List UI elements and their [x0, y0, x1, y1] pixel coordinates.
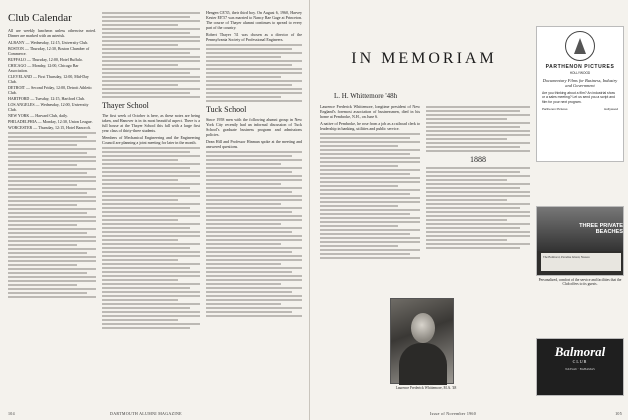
club-calendar-item: LOS ANGELES — Wednesday, 12:00, University Club.: [8, 101, 89, 112]
left-page: [0, 0, 310, 420]
page-number-left: 104: [8, 411, 15, 416]
text-block: [206, 151, 302, 317]
footer-left: DARTMOUTH ALUMNI MAGAZINE: [110, 411, 182, 416]
club-calendar-column: [8, 10, 96, 300]
club-calendar-item: WORCESTER — Thursday, 12:15, Hotel Bancroft.: [8, 124, 91, 130]
right-page: [310, 0, 628, 420]
club-calendar-item: HARTFORD — Tuesday, 12:15, Hartford Club.: [8, 95, 86, 101]
club-calendar-item: CHICAGO — Monday, 12:00, Chicago Bar Association.: [8, 62, 79, 73]
memoriam-title: IN MEMORIAM: [351, 50, 497, 67]
service-ad: [536, 278, 624, 338]
parthenon-text: Are you thinking about a film? An industrial show or a sales meeting? Let us send you a script and film for your next program.: [542, 91, 615, 104]
tuck-column: [206, 10, 302, 319]
club-calendar-item: BUFFALO — Thursday, 12:00, Hotel Buffalo.: [8, 56, 83, 62]
text-block: [102, 12, 200, 98]
club-calendar-title: Club Calendar: [8, 12, 72, 24]
portrait-photo: [390, 298, 454, 384]
tuck-text: Since 1958 men with the following alumni group in New York City recently had an informal discussion of Tuck School's graduate business program and admissions policies.: [206, 117, 302, 138]
beaches-title: THREE PRIVATE BEACHES: [579, 223, 623, 236]
parthenon-contact: [542, 107, 618, 111]
club-calendar-item: PHILADELPHIA — Monday, 12:30, Union League.: [8, 118, 93, 124]
club-intro: All are weekly luncheon unless otherwise noted. Dinner are marked with an asterisk.: [8, 28, 96, 39]
text-block: [8, 132, 96, 298]
balmoral-club: CLUB: [572, 359, 588, 364]
portrait-body: [399, 343, 447, 385]
parthenon-logo-icon: [565, 31, 595, 61]
club-calendar-item: NEW YORK — Harvard Club, daily.: [8, 112, 68, 118]
parthenon-name: Parthenon Pictures: [542, 106, 568, 111]
center-text-2: Robert Thayer '31 was chosen as a director of the Pennsylvania Society of Professional Engineers.: [206, 31, 302, 42]
parthenon-pictures-ad[interactable]: [536, 26, 624, 162]
year-heading: 1888: [470, 155, 486, 164]
thayer-text: The first week of October is here, as these notes are being taken, and Hanover is in its most beautiful aspect. There is a full house at the Thayer School this fall with a large first year class of thirty-three students.: [102, 113, 200, 134]
text-block: [426, 106, 530, 152]
balmoral-place: NASSAU · BAHAMAS: [565, 367, 595, 371]
obituary-column-2: [426, 104, 530, 294]
parthenon-sub: HOLLYWOOD: [569, 71, 591, 75]
thayer-text-2: Members of Mechanical Engineering and the Engineering Council are planning a joint meeting for later in the month.: [102, 134, 200, 145]
service-text: Personalized, comfort of the service and facilities that the Club offers to its guests.: [538, 278, 622, 287]
club-calendar-item: DETROIT — Second Friday, 12:00, Detroit Athletic Club.: [8, 84, 93, 95]
tuck-text-2: Dean Hill and Professor Hinman spoke at the meeting and answered questions.: [206, 138, 302, 150]
thayer-school-heading: Thayer School: [102, 101, 149, 110]
club-calendar-item: ALBANY — Wednesday, 12:15, University Club.: [8, 39, 89, 45]
balmoral-club-ad[interactable]: [536, 338, 624, 396]
thayer-column: [102, 10, 200, 331]
text-block: [102, 147, 200, 329]
parthenon-headline: Documentary Films for Business, Industry and Government: [542, 78, 618, 88]
page-number-right: 105: [615, 411, 622, 416]
obituary-subhead: L. H. Whittemore '48h: [334, 92, 398, 100]
portrait-head: [411, 313, 435, 343]
text-block: [206, 44, 302, 102]
balmoral-name: Balmoral: [554, 344, 606, 359]
parthenon-brand: PARTHENON PICTURES: [545, 64, 615, 70]
club-calendar-item: BOSTON — Thursday, 12:30, Boston Chamber of Commerce.: [8, 45, 90, 56]
obituary-text: Laurence Frederick Whittemore, longtime president of New England's foremost association of businessmen, died in his home at Pembroke, N.H., on June 6.: [320, 104, 420, 120]
club-calendar-item: CLEVELAND — First Thursday, 12:00, Mid-Day Club.: [8, 73, 89, 84]
text-block: [320, 133, 420, 259]
obituary-column-1: [320, 104, 420, 294]
parthenon-place: Hollywood: [604, 106, 618, 111]
center-text: Hengen CE'35, their third boy. On August 6, 1960, Harvey Kester EE'57 was married to Nancy Rae Gage at Princeton. The course of Thayer alumni continues to spread to every part of the country.: [206, 10, 302, 31]
club-list: [8, 40, 96, 130]
footer-issue: Issue of November 1960: [430, 411, 477, 416]
obituary-text-2: A native of Pembroke, he rose from a job as a railroad clerk to leadership in banking, utilities and public service.: [320, 120, 420, 131]
beaches-caption: The Balmoral, Paradise Island, Nassau: [541, 253, 621, 271]
tuck-school-heading: Tuck School: [206, 105, 247, 115]
text-block: [426, 167, 530, 249]
beaches-ad[interactable]: [536, 206, 624, 276]
photo-caption: Laurence Frederick Whittemore, M.A. '48: [395, 386, 457, 390]
